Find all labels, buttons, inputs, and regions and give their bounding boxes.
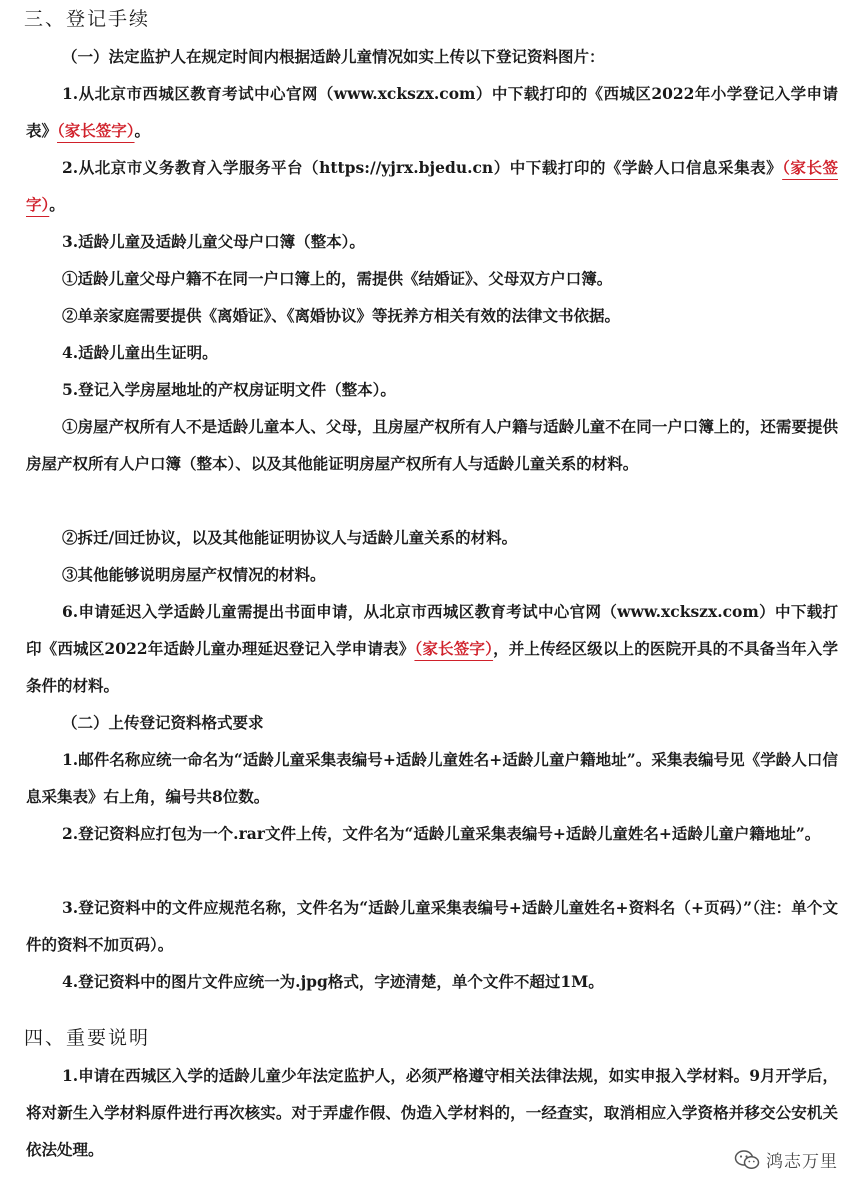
item-6: [26, 593, 838, 704]
parent-signature-note: （家长签字）: [414, 639, 494, 658]
watermark-label: 鸿志万里: [766, 1152, 838, 1172]
parent-signature-note: （家长签字）: [57, 121, 135, 140]
item-1: [26, 75, 838, 149]
wechat-icon: [734, 1149, 760, 1171]
subsection-2-title: （二）上传登记资料格式要求: [62, 713, 264, 732]
item-5: 5.登记入学房屋地址的产权房证明文件（整本）。: [62, 380, 396, 399]
parent-signature-note: （家长签字）: [26, 158, 838, 214]
item-1-end: 。: [134, 121, 151, 140]
item-3a: ①适龄儿童父母户籍不在同一户口簿上的，需提供《结婚证》、父母双方户口簿。: [62, 269, 613, 288]
item-2-end: 。: [49, 195, 65, 214]
item-5c: ③其他能够说明房屋产权情况的材料。: [62, 565, 326, 584]
section-4-heading: 四、重要说明: [24, 1027, 151, 1049]
item-2-text: 2.从北京市义务教育入学服务平台（https://yjrx.bjedu.cn）中下载打印的《学龄人口信息采集表》: [62, 158, 783, 177]
item-5a: ①房屋产权所有人不是适龄儿童本人、父母，且房屋产权所有人户籍与适龄儿童不在同一户口簿上的，还需要提供房屋产权所有人户口簿（整本）、以及其他能证明房屋产权所有人与适龄儿童关系的材料。: [26, 417, 838, 473]
item-1-text: 1.从北京市西城区教育考试中心官网（www.xckszx.com）中下载打印的《西城区2022年小学登记入学申请表》: [26, 84, 838, 140]
item-6-end: ，并上传经区级以上的医院开具的不具备当年入学条件的材料。: [26, 639, 838, 695]
item-3: 3.适龄儿童及适龄儿童父母户口簿（整本）。: [62, 232, 365, 251]
account-watermark: [734, 1147, 838, 1172]
item-4: 4.适龄儿童出生证明。: [62, 343, 218, 362]
format-rule-2: 2.登记资料应打包为一个.rar文件上传，文件名为“适龄儿童采集表编号+适龄儿童姓名+适龄儿童户籍地址”。: [62, 824, 821, 843]
format-rule-1: 1.邮件名称应统一命名为“适龄儿童采集表编号+适龄儿童姓名+适龄儿童户籍地址”。采集表编号见《学龄人口信息采集表》右上角，编号共8位数。: [26, 750, 838, 806]
important-note-1: 1.申请在西城区入学的适龄儿童少年法定监护人，必须严格遵守相关法律法规，如实申报入学材料。9月开学后，将对新生入学材料原件进行再次核实。对于弄虚作假、伪造入学材料的，一经查实，取消相应入学资格并移交公安机关依法处理。: [26, 1066, 838, 1159]
item-2: [26, 149, 838, 223]
section-3-heading: 三、登记手续: [24, 8, 151, 30]
item-5b: ②拆迁/回迁协议，以及其他能证明协议人与适龄儿童关系的材料。: [62, 528, 518, 547]
subsection-1-title: （一）法定监护人在规定时间内根据适龄儿童情况如实上传以下登记资料图片：: [62, 47, 605, 66]
item-3b: ②单亲家庭需要提供《离婚证》、《离婚协议》等抚养方相关有效的法律文书依据。: [62, 306, 621, 325]
format-rule-3: 3.登记资料中的文件应规范名称，文件名为“适龄儿童采集表编号+适龄儿童姓名+资料名（+页码）”（注：单个文件的资料不加页码）。: [26, 898, 838, 954]
item-6-text: 6.申请延迟入学适龄儿童需提出书面申请，从北京市西城区教育考试中心官网（www.xckszx.com）中下载打印《西城区2022年适龄儿童办理延迟登记入学申请表》: [26, 602, 838, 658]
format-rule-4: 4.登记资料中的图片文件应统一为.jpg格式，字迹清楚，单个文件不超过1M。: [62, 972, 604, 991]
